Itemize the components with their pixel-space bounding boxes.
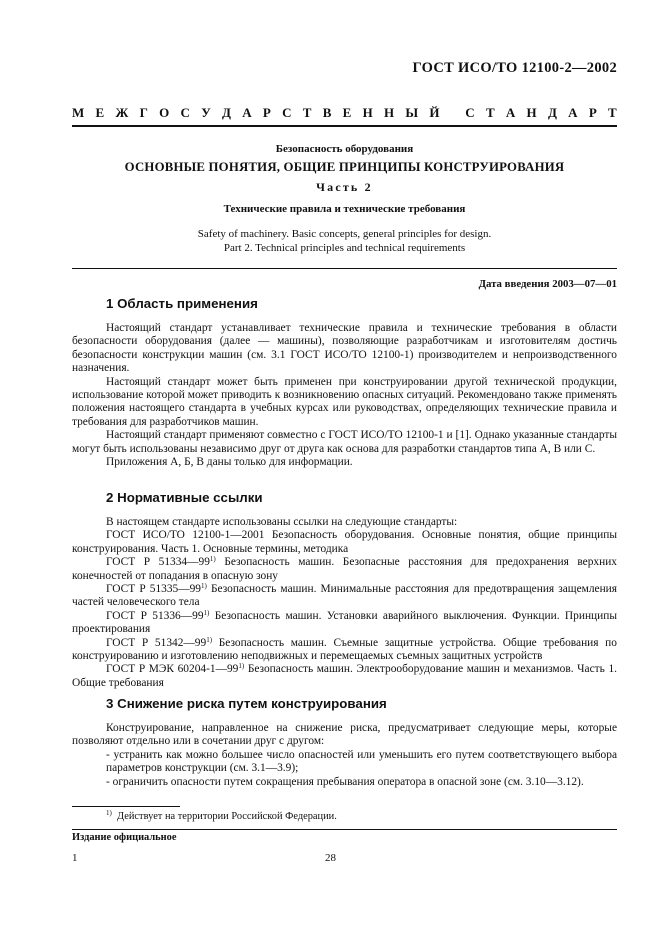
- banner-letter: Н: [383, 105, 395, 120]
- header-rule: [72, 125, 617, 127]
- title-subject: Безопасность оборудования: [275, 143, 414, 155]
- interstate-standard-banner: [72, 106, 617, 119]
- banner-letter: Н: [362, 105, 373, 120]
- banner-letter: А: [568, 105, 578, 120]
- reference-item: [72, 610, 617, 637]
- section-3-body: [72, 722, 617, 789]
- banner-letter: Н: [526, 105, 537, 120]
- banner-letter: Р: [588, 105, 597, 120]
- footnote-marker: 1): [206, 635, 213, 644]
- banner-letter: У: [201, 105, 211, 120]
- section-2-intro: В настоящем стандарте использованы ссылки на следующие стандарты:: [106, 516, 458, 528]
- banner-letter: Е: [95, 105, 105, 120]
- gost-code: ГОСТ ИСО/ТО 12100-2—2002: [412, 60, 617, 76]
- section-2-body: [72, 516, 617, 690]
- reference-item: [72, 637, 617, 664]
- banner-letter: Д: [222, 105, 231, 120]
- section-3-heading: 3 Снижение риска путем конструирования: [106, 696, 387, 711]
- banner-letter: С: [282, 105, 292, 120]
- banner-letter: Т: [608, 105, 617, 120]
- banner-letter: Т: [302, 105, 312, 120]
- banner-letter: Р: [262, 105, 271, 120]
- banner-letter: В: [322, 105, 332, 120]
- footnote-mark: 1): [106, 809, 112, 817]
- banner-letter: С: [465, 105, 475, 120]
- banner-letter: А: [242, 105, 252, 120]
- section-1-heading: 1 Область применения: [106, 296, 258, 311]
- title-part: Часть 2: [316, 180, 373, 194]
- banner-letter: Д: [547, 105, 557, 120]
- page-number: 28: [325, 852, 336, 864]
- reference-text: Безопасность оборудования. Основные понятия, общие принципы конструирования. Часть 1. Основные термины, методика: [72, 529, 617, 555]
- banner-letter: Ы: [405, 105, 419, 120]
- reference-code: ГОСТ Р 51334—99: [106, 556, 210, 569]
- reference-text: Безопасность машин. Электрооборудование машин и механизмов. Часть 1. Общие требования: [72, 663, 617, 689]
- reference-code: ГОСТ Р МЭК 60204-1—99: [106, 663, 239, 676]
- title-rule: [72, 268, 617, 269]
- reference-code: ГОСТ ИСО/ТО 12100-1—2001: [106, 529, 265, 542]
- footnote-marker: 1): [209, 555, 216, 564]
- section-1-paragraph: Приложения А, Б, В даны только для информации.: [106, 456, 353, 469]
- section-1-paragraph: Настоящий стандарт применяют совместно с ГОСТ ИСО/ТО 12100-1 и [1]. Однако указанные стандарты могут быть использованы независимо друг от друга как основа для разработки стандартов типа А, В или С.: [72, 429, 617, 455]
- banner-letter: О: [159, 105, 170, 120]
- title-en-line1: Safety of machinery. Basic concepts, general principles for design.: [197, 228, 492, 240]
- section-1-paragraph: Настоящий стандарт устанавливает технические правила и технические требования в области безопасности оборудования (далее — машины), позволяющие разработчикам и изготовителям достичь безопасности конструкции машин (см. 3.1 ГОСТ ИСО/ТО 12100-1) производителем и непроизводственного назначения.: [72, 322, 617, 375]
- list-item: - ограничить опасности путем сокращения пребывания оператора в опасной зоне (см. 3.10—3.12).: [106, 775, 584, 788]
- banner-letter: Ж: [115, 105, 129, 120]
- banner-letter: М: [72, 105, 85, 120]
- footnote-marker: 1): [201, 582, 207, 591]
- reference-item: [72, 529, 617, 556]
- reference-text: Безопасность машин. Съемные защитные устройства. Общие требования по конструированию и изготовлению неподвижных и перемещаемых съемных защитных устройств: [72, 636, 617, 663]
- footnote-marker: 1): [238, 662, 245, 671]
- edition-rule: [72, 829, 617, 830]
- footnote-marker: 1): [203, 608, 210, 617]
- banner-letter: [451, 106, 454, 119]
- section-1-paragraph: Настоящий стандарт может быть применен при конструировании другой технической продукции, использование которой может приводить к возникновению опасных ситуаций. Рекомендовано также применять положения настоящего стандарта в учебных курсах или руководствах, определяющих технические правила и требования для разработчиков машин.: [72, 375, 617, 428]
- banner-letter: Й: [429, 105, 440, 120]
- banner-letter: Т: [485, 105, 495, 120]
- section-3-intro: Конструирование, направленное на снижение риска, предусматривает следующие меры, которые позволяют отдельно или в сочетании друг с другом:: [72, 722, 617, 748]
- section-2-heading: 2 Нормативные ссылки: [106, 490, 263, 505]
- reference-item: [72, 556, 617, 583]
- reference-item: [72, 663, 617, 690]
- banner-letter: С: [180, 105, 190, 120]
- reference-text: Безопасность машин. Установки аварийного выключения. Функции. Принципы проектирования: [72, 609, 617, 636]
- banner-letter: Е: [342, 105, 352, 120]
- list-item: - устранить как можно большее число опасностей или уменьшить его путем соответствующего выбора параметров конструкции (см. 3.1—3.9);: [106, 748, 617, 775]
- footnote-rule: [72, 806, 180, 807]
- reference-code: ГОСТ Р 51336—99: [106, 609, 204, 622]
- banner-letter: А: [505, 105, 516, 120]
- banner-letter: Г: [139, 105, 148, 120]
- date-of-introduction: Дата введения 2003—07—01: [478, 278, 617, 290]
- reference-item: [72, 583, 617, 610]
- title-main: ОСНОВНЫЕ ПОНЯТИЯ, ОБЩИЕ ПРИНЦИПЫ КОНСТРУИРОВАНИЯ: [124, 160, 565, 174]
- section-1-body: [72, 322, 617, 469]
- reference-text: Безопасность машин. Безопасные расстояния для предохранения верхних конечностей от попадания в опасную зону: [72, 556, 618, 582]
- title-part-name: Технические правила и технические требования: [223, 203, 466, 215]
- reference-code: ГОСТ Р 51342—99: [106, 636, 207, 649]
- title-en-line2: Part 2. Technical principles and technical requirements: [223, 242, 466, 254]
- edition-label: Издание официальное: [72, 832, 177, 843]
- reference-code: ГОСТ Р 51335—99: [106, 583, 202, 596]
- reference-text: Безопасность машин. Минимальные расстояния для предотвращения защемления частей человеческого тела: [72, 583, 618, 609]
- sheet-marker: 1: [72, 852, 78, 864]
- footnote: [106, 810, 337, 823]
- footnote-text: Действует на территории Российской Федерации.: [117, 811, 337, 822]
